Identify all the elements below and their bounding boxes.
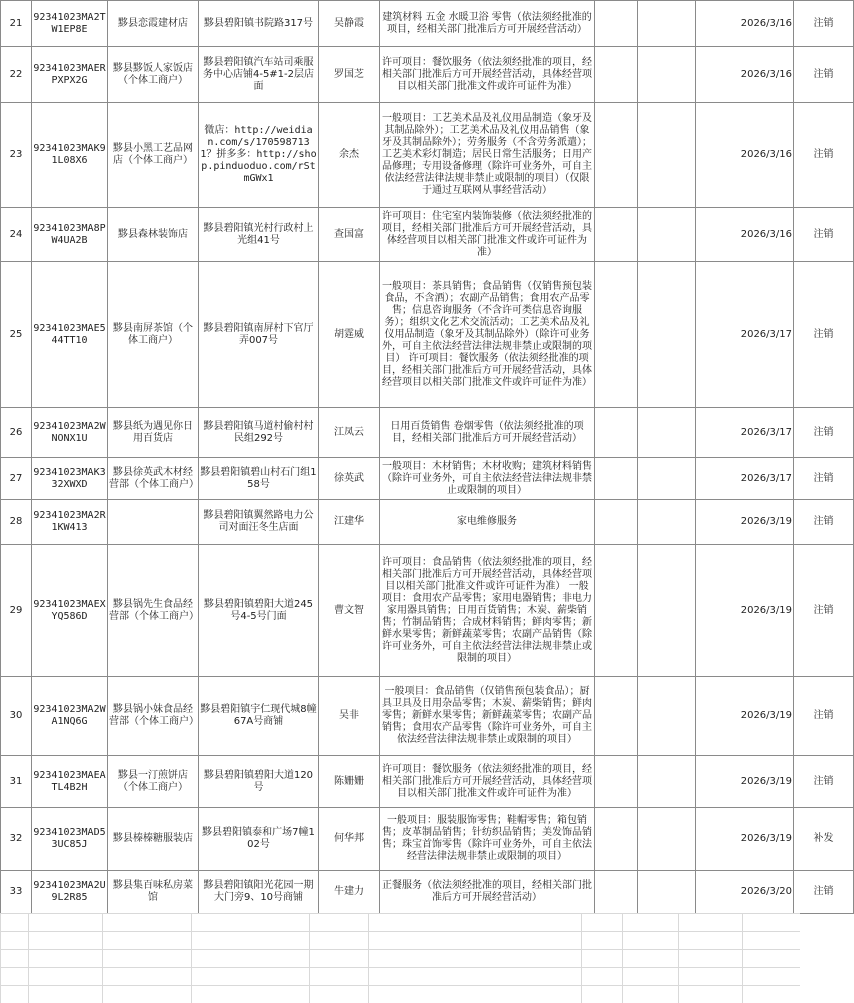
blank-cell — [638, 808, 696, 871]
operator-cell: 江凤云 — [319, 408, 380, 458]
business-name-cell: 黟县锅先生食品经营部（个体工商户） — [108, 545, 199, 677]
address-cell: 黟县碧阳镇碧阳大道120号 — [199, 756, 319, 808]
scope-cell: 一般项目：工艺美术品及礼仪用品制造（象牙及其制品除外）；工艺美术品及礼仪用品销售（象牙及其制品除外）；劳务服务（不含劳务派遣）；工艺美术彩灯制造；居民日常生活服务；日用产品修理；专用设备修理（除许可业务外，可自主依法经营法律法规非禁止或限制的项目）（仅限于通过互联网从事经营活动） — [380, 103, 595, 208]
scope-cell: 许可项目：餐饮服务（依法须经批准的项目，经相关部门批准后方可开展经营活动，具体经营项目以相关部门批准文件或许可证件为准） — [380, 756, 595, 808]
status-cell: 注销 — [794, 500, 854, 545]
table-row[interactable] — [1, 756, 854, 808]
scope-cell: 建筑材料 五金 水暖卫浴 零售（依法须经批准的项目，经相关部门批准后方可开展经营活动） — [380, 1, 595, 47]
status-cell: 注销 — [794, 103, 854, 208]
blank-cell — [638, 208, 696, 262]
address-cell: 黟县碧阳镇宇仁现代城8幢67A号商铺 — [199, 677, 319, 756]
operator-cell: 陈姗姗 — [319, 756, 380, 808]
status-cell: 注销 — [794, 408, 854, 458]
address-cell: 黟县碧阳镇光村行政村上光组41号 — [199, 208, 319, 262]
empty-spreadsheet-area[interactable] — [0, 913, 800, 1003]
blank-cell — [595, 545, 638, 677]
status-cell: 注销 — [794, 677, 854, 756]
credit-code-cell: 92341023MA2R1KW413 — [32, 500, 108, 545]
blank-cell — [638, 262, 696, 408]
grid-line — [28, 913, 29, 1003]
blank-cell — [595, 103, 638, 208]
business-name-cell: 黟县榛榛糖服装店 — [108, 808, 199, 871]
operator-cell: 罗国芝 — [319, 47, 380, 103]
row-number: 33 — [1, 871, 32, 914]
credit-code-cell: 92341023MA8PW4UA2B — [32, 208, 108, 262]
address-cell: 黟县碧阳镇书院路317号 — [199, 1, 319, 47]
table-row[interactable] — [1, 208, 854, 262]
date-cell: 2026/3/17 — [696, 262, 794, 408]
blank-cell — [638, 458, 696, 500]
blank-cell — [638, 408, 696, 458]
scope-cell: 家电维修服务 — [380, 500, 595, 545]
blank-cell — [595, 677, 638, 756]
operator-cell: 曹文智 — [319, 545, 380, 677]
date-cell: 2026/3/17 — [696, 408, 794, 458]
grid-line — [581, 913, 582, 1003]
grid-line — [678, 913, 679, 1003]
blank-cell — [595, 208, 638, 262]
blank-cell — [595, 458, 638, 500]
business-name-cell — [108, 500, 199, 545]
date-cell: 2026/3/16 — [696, 1, 794, 47]
status-cell: 补发 — [794, 808, 854, 871]
business-name-cell: 黟县黟饭人家饭店（个体工商户） — [108, 47, 199, 103]
address-cell: 黟县碧阳镇碧阳大道245号4-5号门面 — [199, 545, 319, 677]
business-name-cell: 黟县南屏茶馆（个体工商户） — [108, 262, 199, 408]
blank-cell — [595, 500, 638, 545]
operator-cell: 胡霆威 — [319, 262, 380, 408]
operator-cell: 何华邦 — [319, 808, 380, 871]
scope-cell: 许可项目：食品销售（依法须经批准的项目，经相关部门批准后方可开展经营活动，具体经营项目以相关部门批准文件或许可证件为准） 一般项目：食用农产品零售；家用电器销售；非电力家用器具销售；日用百货销售；木炭、薪柴销售；竹制品销售；合成材料销售；鲜肉零售；新鲜水果零售；新鲜蔬菜零售；农副产品销售（除许可业务外，可自主依法经营法律法规非禁止或限制的项目） — [380, 545, 595, 677]
date-cell: 2026/3/19 — [696, 545, 794, 677]
status-cell: 注销 — [794, 1, 854, 47]
row-number: 26 — [1, 408, 32, 458]
blank-cell — [595, 871, 638, 914]
date-cell: 2026/3/16 — [696, 47, 794, 103]
table-row[interactable] — [1, 871, 854, 914]
business-name-cell: 黟县集百味私房菜馆 — [108, 871, 199, 914]
table-row[interactable] — [1, 458, 854, 500]
blank-cell — [638, 47, 696, 103]
blank-cell — [595, 756, 638, 808]
date-cell: 2026/3/19 — [696, 808, 794, 871]
row-number: 21 — [1, 1, 32, 47]
blank-cell — [595, 408, 638, 458]
credit-code-cell: 92341023MAD53UC85J — [32, 808, 108, 871]
business-name-cell: 黟县锅小妹食品经营部（个体工商户） — [108, 677, 199, 756]
address-cell: 微店：http://weidian.com/s/1705987131？拼多多：http://shop.pinduoduo.com/rStmGWx1 — [199, 103, 319, 208]
blank-cell — [638, 1, 696, 47]
status-cell: 注销 — [794, 458, 854, 500]
grid-line — [102, 913, 103, 1003]
table-row[interactable] — [1, 47, 854, 103]
scope-cell: 一般项目：茶具销售；食品销售（仅销售预包装食品，不含酒）；农副产品销售；食用农产品零售；信息咨询服务（不含许可类信息咨询服务）；组织文化艺术交流活动；工艺美术品及礼仪用品制造（象牙及其制品除外）（除许可业务外，可自主依法经营法律法规非禁止或限制的项目） 许可项目：餐饮服务（依法须经批准的项目，经相关部门批准后方可开展经营活动，具体经营项目以相关部门批准文件或许可证件为准） — [380, 262, 595, 408]
status-cell: 注销 — [794, 756, 854, 808]
table-row[interactable] — [1, 262, 854, 408]
credit-code-cell: 92341023MA2WA1NQ6G — [32, 677, 108, 756]
scope-cell: 正餐服务（依法须经批准的项目，经相关部门批准后方可开展经营活动） — [380, 871, 595, 914]
grid-line — [191, 913, 192, 1003]
scope-cell: 一般项目：食品销售（仅销售预包装食品）；厨具卫具及日用杂品零售；木炭、薪柴销售；鲜肉零售；新鲜水果零售；新鲜蔬菜零售；农副产品销售；食用农产品零售（除许可业务外，可自主依法经营法律法规非禁止或限制的项目） — [380, 677, 595, 756]
credit-code-cell: 92341023MAEXYQ586D — [32, 545, 108, 677]
blank-cell — [638, 677, 696, 756]
row-number: 27 — [1, 458, 32, 500]
table-row[interactable] — [1, 500, 854, 545]
grid-line — [368, 913, 369, 1003]
row-number: 23 — [1, 103, 32, 208]
operator-cell: 查国富 — [319, 208, 380, 262]
address-cell: 黟县碧阳镇阳光花园一期大门旁9、10号商铺 — [199, 871, 319, 914]
row-number: 30 — [1, 677, 32, 756]
blank-cell — [595, 262, 638, 408]
credit-code-cell: 92341023MAK91L08X6 — [32, 103, 108, 208]
row-number: 31 — [1, 756, 32, 808]
blank-cell — [638, 871, 696, 914]
address-cell: 黟县碧阳镇马道村偷村村民组292号 — [199, 408, 319, 458]
credit-code-cell: 92341023MAK332XWXD — [32, 458, 108, 500]
table-row[interactable] — [1, 408, 854, 458]
status-cell: 注销 — [794, 545, 854, 677]
blank-cell — [638, 756, 696, 808]
table-row[interactable] — [1, 103, 854, 208]
scope-cell: 一般项目：服装服饰零售；鞋帽零售；箱包销售；皮革制品销售；针纺织品销售；美发饰品销售；珠宝首饰零售（除许可业务外，可自主依法经营法律法规非禁止或限制的项目） — [380, 808, 595, 871]
status-cell: 注销 — [794, 871, 854, 914]
blank-cell — [595, 808, 638, 871]
grid-line — [309, 913, 310, 1003]
business-name-cell: 黟县一汀煎饼店（个体工商户） — [108, 756, 199, 808]
blank-cell — [638, 500, 696, 545]
row-number: 24 — [1, 208, 32, 262]
credit-code-cell: 92341023MAEATL4B2H — [32, 756, 108, 808]
scope-cell: 许可项目：餐饮服务（依法须经批准的项目，经相关部门批准后方可开展经营活动，具体经营项目以相关部门批准文件或许可证件为准） — [380, 47, 595, 103]
operator-cell: 吴静霞 — [319, 1, 380, 47]
grid-line — [742, 913, 743, 1003]
blank-cell — [638, 103, 696, 208]
operator-cell: 徐英武 — [319, 458, 380, 500]
date-cell: 2026/3/20 — [696, 871, 794, 914]
address-cell: 黟县碧阳镇汽车站司乘服务中心店铺4-5#1-2层店面 — [199, 47, 319, 103]
address-cell: 黟县碧阳镇翼然路电力公司对面汪冬生店面 — [199, 500, 319, 545]
date-cell: 2026/3/19 — [696, 500, 794, 545]
operator-cell: 江建华 — [319, 500, 380, 545]
scope-cell: 许可项目：住宅室内装饰装修（依法须经批准的项目，经相关部门批准后方可开展经营活动，具体经营项目以相关部门批准文件或许可证件为准） — [380, 208, 595, 262]
row-number: 28 — [1, 500, 32, 545]
credit-code-cell: 92341023MAE544TT10 — [32, 262, 108, 408]
status-cell: 注销 — [794, 262, 854, 408]
blank-cell — [595, 47, 638, 103]
address-cell: 黟县碧阳镇泰和广场7幢102号 — [199, 808, 319, 871]
operator-cell: 牛建力 — [319, 871, 380, 914]
business-name-cell: 黟县纸为遇见你日用百货店 — [108, 408, 199, 458]
date-cell: 2026/3/19 — [696, 756, 794, 808]
blank-cell — [595, 1, 638, 47]
scope-cell: 日用百货销售 卷烟零售（依法须经批准的项目，经相关部门批准后方可开展经营活动） — [380, 408, 595, 458]
business-name-cell: 黟县小黑工艺品网店（个体工商户） — [108, 103, 199, 208]
row-number: 32 — [1, 808, 32, 871]
scope-cell: 一般项目：木材销售；木材收购；建筑材料销售（除许可业务外，可自主依法经营法律法规非禁止或限制的项目） — [380, 458, 595, 500]
business-name-cell: 黟县森林装饰店 — [108, 208, 199, 262]
date-cell: 2026/3/19 — [696, 677, 794, 756]
date-cell: 2026/3/16 — [696, 103, 794, 208]
table-row[interactable] — [1, 677, 854, 756]
address-cell: 黟县碧阳镇南屏村下官厅弄007号 — [199, 262, 319, 408]
credit-code-cell: 92341023MA2U9L2R85 — [32, 871, 108, 914]
operator-cell: 吴非 — [319, 677, 380, 756]
credit-code-cell: 92341023MAERPXPX2G — [32, 47, 108, 103]
date-cell: 2026/3/16 — [696, 208, 794, 262]
date-cell: 2026/3/17 — [696, 458, 794, 500]
credit-code-cell: 92341023MA2WNONX1U — [32, 408, 108, 458]
table-row[interactable] — [1, 1, 854, 47]
status-cell: 注销 — [794, 47, 854, 103]
blank-cell — [638, 545, 696, 677]
row-number: 25 — [1, 262, 32, 408]
business-name-cell: 黟县恋霞建材店 — [108, 1, 199, 47]
grid-line — [622, 913, 623, 1003]
credit-code-cell: 92341023MA2TW1EP8E — [32, 1, 108, 47]
row-number: 22 — [1, 47, 32, 103]
status-cell: 注销 — [794, 208, 854, 262]
table-row[interactable] — [1, 545, 854, 677]
address-cell: 黟县碧阳镇碧山村石门组158号 — [199, 458, 319, 500]
table-row[interactable] — [1, 808, 854, 871]
business-name-cell: 黟县徐英武木材经营部（个体工商户） — [108, 458, 199, 500]
operator-cell: 余杰 — [319, 103, 380, 208]
row-number: 29 — [1, 545, 32, 677]
